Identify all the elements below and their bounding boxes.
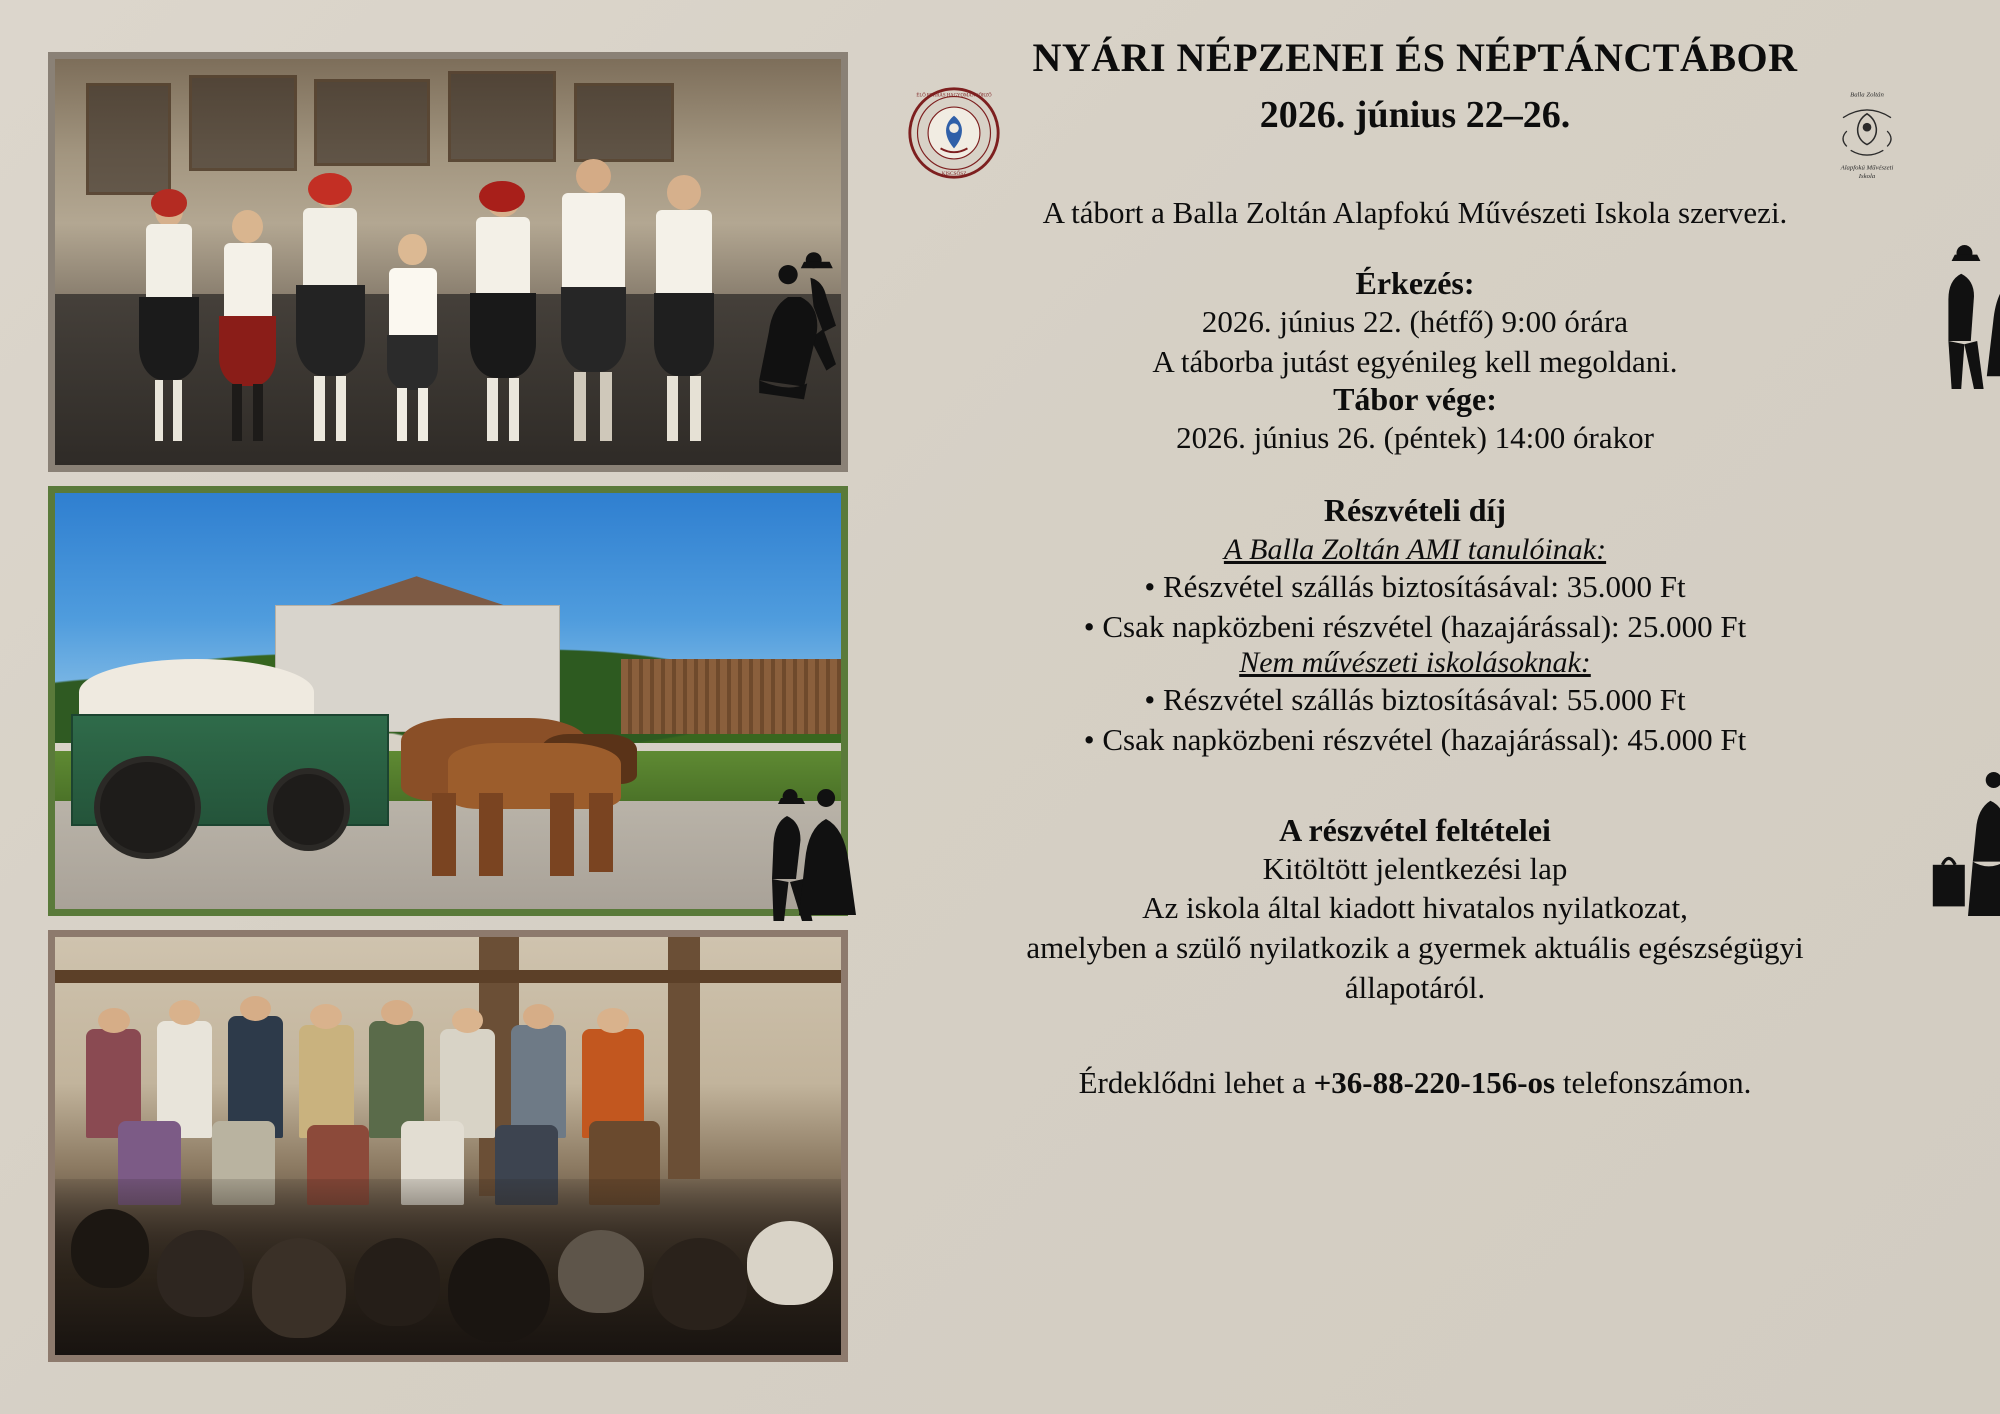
fees-group1-item1: • Részvétel szállás biztosításával: 35.000 Ft: [1144, 569, 1686, 605]
end-line-1: 2026. június 26. (péntek) 14:00 órakor: [1176, 420, 1654, 456]
school-emblem-icon: [1814, 85, 1910, 181]
page-title: NYÁRI NÉPZENEI ÉS NÉPTÁNCTÁBOR: [1032, 35, 1798, 80]
contact-block: [870, 1063, 1960, 1103]
contact-phone: +36-88-220-156-os: [1313, 1065, 1556, 1101]
svg-text:Alapfokú Művészeti: Alapfokú Művészeti: [1840, 164, 1894, 172]
conditions-block: [870, 812, 1960, 1008]
conditions-line-1: Kitöltött jelentkezési lap: [1262, 850, 1568, 886]
couple-dancing-silhouette-icon: [710, 786, 900, 936]
fees-group1-item2: • Csak napközbeni részvétel (hazajárással): 25.000 Ft: [1083, 608, 1747, 644]
arrival-line-1: 2026. június 22. (hétfő) 9:00 órára: [1201, 304, 1629, 339]
dancers-with-bag-silhouette-icon: [1900, 772, 2000, 932]
date-row: [870, 83, 1960, 179]
svg-text:Balla Zoltán: Balla Zoltán: [1850, 91, 1884, 99]
fees-group2-label: Nem művészeti iskolásoknak:: [1239, 646, 1591, 680]
conditions-line-4: állapotáról.: [1344, 969, 1486, 1005]
dancing-couple-silhouette-icon: [720, 249, 920, 409]
fees-group1-label: A Balla Zoltán AMI tanulóinak:: [1223, 533, 1607, 567]
contact-suffix: telefonszámon.: [1555, 1065, 1752, 1101]
fees-heading: Részvételi díj: [1323, 492, 1507, 529]
svg-text:Iskola: Iskola: [1858, 173, 1876, 181]
arrival-heading: Érkezés:: [1355, 265, 1475, 301]
svg-text:KISCSŐSZ: KISCSŐSZ: [941, 171, 967, 178]
dancing-pair-silhouette-icon: [1890, 245, 2000, 405]
fees-group2-item2: • Csak napközbeni részvétel (hazajárással): 45.000 Ft: [1083, 722, 1747, 758]
fees-group2-item1: • Részvétel szállás biztosításával: 55.000 Ft: [1144, 682, 1686, 718]
poster-text-column: [870, 34, 1960, 1103]
conditions-line-2: Az iskola által kiadott hivatalos nyilatkozat,: [1142, 890, 1688, 926]
fees-block: [870, 492, 1960, 760]
photo-band-and-audience: [48, 930, 848, 1362]
svg-text:ÉLŐ FORRÁS HAGYOMÁNYŐRZŐ: ÉLŐ FORRÁS HAGYOMÁNYŐRZŐ: [916, 93, 992, 99]
organizer-line: A tábort a Balla Zoltán Alapfokú Művészeti Iskola szervezi.: [1042, 195, 1788, 230]
camp-date: 2026. június 22–26.: [1259, 94, 1571, 136]
arrival-block: [870, 265, 1960, 458]
contact-line: [870, 1063, 1960, 1103]
end-heading: Tábor vége:: [1333, 381, 1497, 418]
arrival-line-2: A táborba jutást egyénileg kell megoldani.: [1152, 343, 1678, 379]
conditions-heading: A részvétel feltételei: [1279, 811, 1551, 848]
kiscsosz-emblem-icon: [906, 85, 1002, 181]
conditions-line-3: amelyben a szülő nyilatkozik a gyermek aktuális egészségügyi: [1026, 930, 1804, 966]
contact-prefix: Érdeklődni lehet a: [1078, 1065, 1314, 1101]
